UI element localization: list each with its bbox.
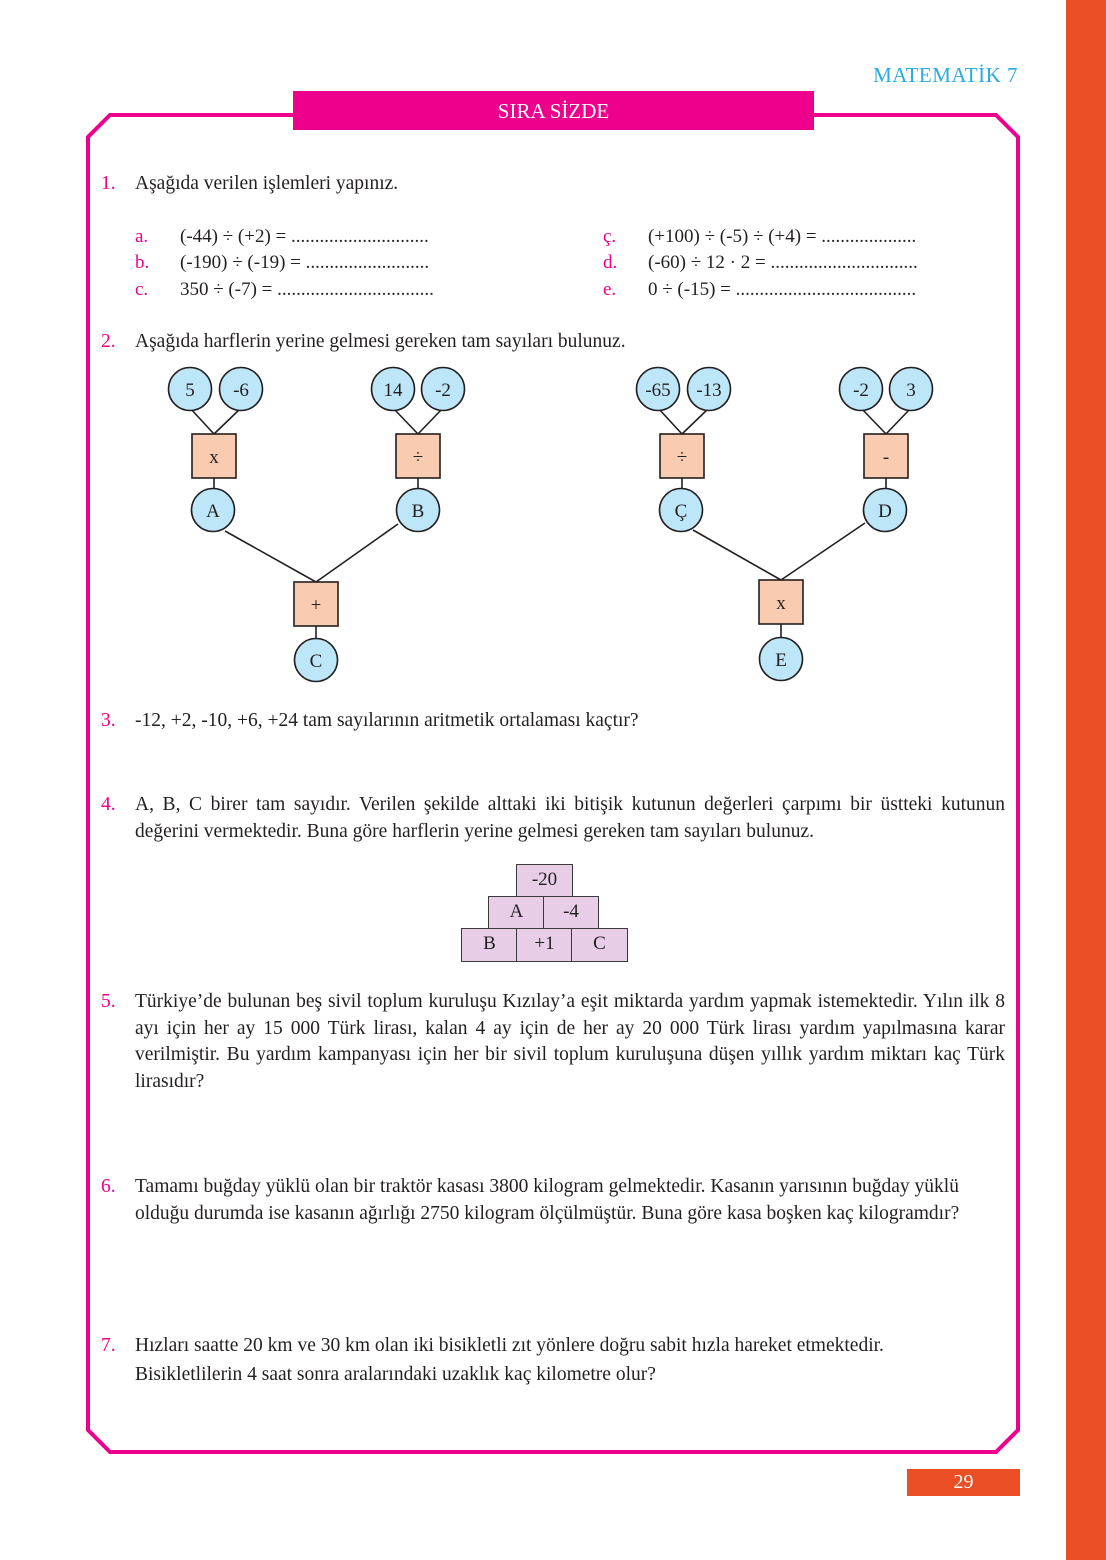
item-label: ç. bbox=[603, 226, 617, 247]
pyramid-bottom-middle: +1 bbox=[516, 928, 573, 962]
question-number: 1. bbox=[101, 173, 116, 194]
question-text: Tamamı buğday yüklü olan bir traktör kasası 3800 kilogram gelmektedir. Kasanın yarısının buğday yüklü olduğu durumda ise kasanın ağırlığı 2750 kilogram ölçülmüştür. Buna göre kasa boşken kaç kilogramdır? bbox=[135, 1176, 960, 1224]
operator-label: + bbox=[310, 595, 322, 616]
item-label: d. bbox=[603, 252, 618, 273]
question-number: 5. bbox=[101, 991, 116, 1012]
pyramid-bottom-right: C bbox=[571, 928, 628, 962]
question-number: 2. bbox=[101, 331, 116, 352]
operator-label: x bbox=[209, 447, 219, 468]
node-label: A bbox=[206, 501, 220, 522]
node-label: D bbox=[878, 501, 892, 522]
page-number: 29 bbox=[907, 1469, 1020, 1496]
question-text: Türkiye’de bulunan beş sivil toplum kuruluşu Kızılay’a eşit miktarda yardım yapmak istemektedir. Yılın ilk 8 ayı için her ay 15 000 Türk lirası, kalan 4 ay için de her ay 20 000 Türk lirası yardım yapılmasına karar verilmiştir. Bu yardım kampanyası için her bir sivil toplum kuruluşuna düşen yıllık yardım miktarı kaç Türk lirasıdır? bbox=[135, 991, 1005, 1092]
question-6 bbox=[101, 1174, 1005, 1227]
node-label: 3 bbox=[906, 380, 916, 401]
node-label: Ç bbox=[674, 501, 688, 522]
node-label: B bbox=[411, 501, 425, 522]
item-expression: (+100) ÷ (-5) ÷ (+4) = .................... bbox=[648, 226, 917, 247]
node-label: C bbox=[309, 651, 323, 672]
question-4 bbox=[101, 792, 1005, 845]
node-label: -2 bbox=[853, 380, 869, 401]
operator-label: - bbox=[882, 447, 890, 468]
operator-label: ÷ bbox=[412, 447, 424, 468]
question-text: A, B, C birer tam sayıdır. Verilen şekilde alttaki iki bitişik kutunun değerleri çarpımı bir üstteki kutunun değerini vermektedir. Buna göre harflerin yerine gelmesi gereken tam sayıları bulunuz. bbox=[135, 794, 1005, 842]
node-label: -6 bbox=[233, 380, 249, 401]
pyramid-top: -20 bbox=[516, 864, 573, 898]
question-number: 7. bbox=[101, 1335, 116, 1356]
question-text: -12, +2, -10, +6, +24 tam sayılarının aritmetik ortalaması kaçtır? bbox=[135, 710, 639, 731]
item-label: a. bbox=[135, 226, 149, 247]
node-label: 5 bbox=[185, 380, 195, 401]
question-text: Aşağıda verilen işlemleri yapınız. bbox=[135, 173, 399, 194]
item-expression: (-190) ÷ (-19) = .......................... bbox=[180, 252, 430, 273]
pyramid-mid-left: A bbox=[488, 896, 545, 930]
operator-label: ÷ bbox=[676, 447, 688, 468]
question-number: 6. bbox=[101, 1176, 116, 1197]
item-expression: (-44) ÷ (+2) = ............................. bbox=[180, 226, 429, 247]
question-text: Hızları saatte 20 km ve 30 km olan iki bisikletli zıt yönlere doğru sabit hızla hareket etmektedir. Bisikletlilerin 4 saat sonra aralarındaki uzaklık kaç kilometre olur? bbox=[135, 1335, 884, 1385]
node-label: -13 bbox=[696, 380, 722, 401]
subject-title: MATEMATİK 7 bbox=[873, 63, 1018, 87]
item-expression: 350 ÷ (-7) = ................................. bbox=[180, 279, 434, 300]
node-label: E bbox=[775, 650, 787, 671]
item-expression: 0 ÷ (-15) = ...................................... bbox=[648, 279, 917, 300]
section-banner: SIRA SİZDE bbox=[293, 91, 814, 130]
item-label: c. bbox=[135, 279, 149, 300]
question-number: 3. bbox=[101, 710, 116, 731]
question-7 bbox=[101, 1331, 1005, 1389]
pyramid-bottom-left: B bbox=[461, 928, 518, 962]
question-number: 4. bbox=[101, 794, 116, 815]
item-label: e. bbox=[603, 279, 617, 300]
question-3 bbox=[101, 708, 1005, 735]
node-label: 14 bbox=[383, 380, 403, 401]
item-label: b. bbox=[135, 252, 150, 273]
node-label: -2 bbox=[435, 380, 451, 401]
question-text: Aşağıda harflerin yerine gelmesi gereken tam sayıları bulunuz. bbox=[135, 331, 626, 352]
pyramid-mid-right: -4 bbox=[543, 896, 599, 930]
operator-label: x bbox=[776, 593, 786, 614]
item-expression: (-60) ÷ 12 · 2 = ............................... bbox=[648, 252, 918, 273]
node-label: -65 bbox=[645, 380, 671, 401]
question-5 bbox=[101, 989, 1005, 1095]
